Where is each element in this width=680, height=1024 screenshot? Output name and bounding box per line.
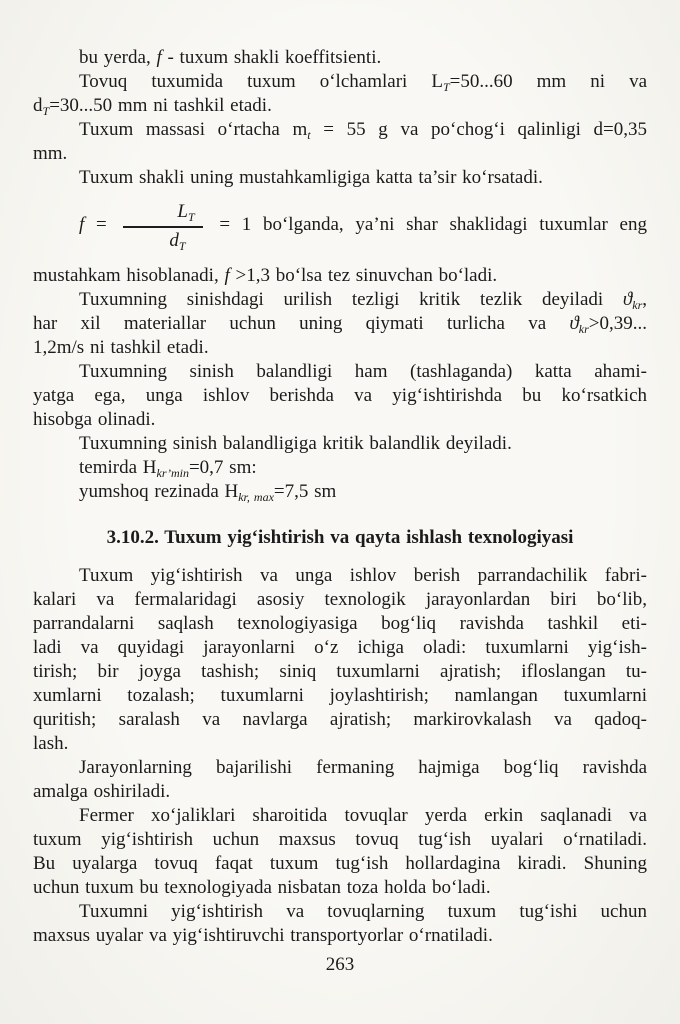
text-line: Tuxumning sinishdagi urilish tezligi kritik tezlik deyiladi $ϑ_{kr}$, — [79, 288, 647, 312]
text-line: 1,2m/s ni tashkil etadi. — [33, 336, 209, 358]
text-line: xumlarni tozalash; tuxumlarni joylashtirish; namlangan tuxumlarni — [33, 684, 647, 706]
paragraph-kritik-balandlik — [33, 432, 647, 456]
text-line: tirish; bir joyga tashish; siniq tuxumlarni ajratish; ifloslangan tu- — [33, 660, 647, 682]
text-line: kalari va fermalaridagi asosiy texnologik jarayonlardan biri bo‘lib, — [33, 588, 647, 610]
text-line: quritish; saralash va navlarga ajratish; markirovkalash va qadoq- — [33, 708, 647, 730]
text-line: amalga oshiriladi. — [33, 780, 171, 802]
text-line: ladi va quyidagi jarayonlarni o‘z ichiga oladi: tuxumlarni yig‘ish- — [33, 636, 647, 658]
text-line: tuxum yig‘ishtirish uchun maxsus tovuq tug‘ish uyalari o‘rnatiladi. — [33, 828, 647, 850]
paragraph-rezinada — [33, 480, 647, 504]
text-line: hisobga olinadi. — [33, 408, 156, 430]
paragraph-jarayonlar — [33, 756, 647, 804]
text-line: Bu uyalarga tovuq faqat tuxum tug‘ish hollardagina kiradi. Shuning — [33, 852, 647, 874]
text-line: mm. — [33, 143, 68, 164]
paragraph-fermer — [33, 804, 647, 900]
text-line: lash. — [33, 732, 69, 754]
text-line: Tuxumning sinish balandligiga kritik balandlik deyiladi. — [79, 432, 512, 454]
fraction: $\frac{L_T}{d_T}$ — [123, 200, 202, 252]
paragraph-massa — [33, 118, 647, 166]
text-line: Tuxum shakli uning mustahkamligiga katta ta’sir ko‘rsatadi. — [79, 167, 543, 188]
text-line: mustahkam hisoblanadi, f >1,3 bo‘lsa tez sinuvchan bo‘ladi. — [33, 264, 498, 286]
page-number: 263 — [325, 953, 355, 975]
text-line: temirda $H_{kr’min}=0,7$ sm: — [79, 456, 257, 480]
paragraph-formula — [33, 190, 647, 288]
text-line: maxsus uyalar va yig‘ishtiruvchi transportyorlar o‘rnatiladi. — [33, 924, 493, 946]
text-line: uchun tuxum bu texnologiyada nisbatan toza holda bo‘ladi. — [33, 876, 491, 898]
text-line: bu yerda, f - tuxum shakli koeffitsienti. — [79, 47, 382, 68]
paragraph-texnologiya — [33, 564, 647, 756]
paragraph-shakl — [33, 166, 647, 190]
paragraph-koeffitsient — [33, 46, 647, 70]
text-body — [33, 46, 647, 948]
paragraph-sinish-balandligi — [33, 360, 647, 432]
paragraph-kritik-tezlik — [33, 288, 647, 360]
paragraph-olchamlar — [33, 70, 647, 118]
text-line: yatga ega, unga ishlov berishda va yig‘ishtirishda bu ko‘rsatkich — [33, 384, 647, 406]
paragraph-temirda — [33, 456, 647, 480]
text-line: Jarayonlarning bajarilishi fermaning hajmiga bog‘liq ravishda — [79, 756, 647, 778]
text-line: Fermer xo‘jaliklari sharoitida tovuqlar yerda erkin saqlanadi va — [79, 804, 647, 826]
text-line: Tuxum massasi o‘rtacha $m_t = 55$ g va po‘chog‘i qalinligi d=0,35 — [79, 119, 647, 142]
text-line: har xil materiallar uchun uning qiymati turlicha va $ϑ_{kr}>0,39$... — [33, 312, 647, 336]
text-line: parrandalarni saqlash texnologiyasiga bog‘liq ravishda tashkil eti- — [33, 612, 647, 634]
text-line: 3.10.2. Tuxum yig‘ishtirish va qayta ishlash texnologiyasi — [106, 526, 574, 548]
text-line: Tuxumning sinish balandligi ham (tashlaganda) katta ahami- — [79, 360, 647, 382]
text-line: Tuxum yig‘ishtirish va unga ishlov berish parrandachilik fabri- — [79, 564, 647, 586]
section-heading — [33, 526, 647, 550]
paragraph-uyalar — [33, 900, 647, 948]
text-line: Tuxumni yig‘ishtirish va tovuqlarning tuxum tug‘ishi uchun — [79, 900, 647, 922]
text-line: f = $\frac{L_T}{d_T}$ = 1 bo‘lganda, ya’ni shar shaklidagi tuxumlar eng — [79, 201, 647, 253]
text-line: yumshoq rezinada $H_{kr, max}=7,5$ sm — [79, 480, 337, 504]
text-line: Tovuq tuxumida tuxum o‘lchamlari $L_T=50...60$ mm ni va — [79, 71, 647, 94]
text-line: $d_T=30...50$ mm ni tashkil etadi. — [33, 95, 272, 118]
